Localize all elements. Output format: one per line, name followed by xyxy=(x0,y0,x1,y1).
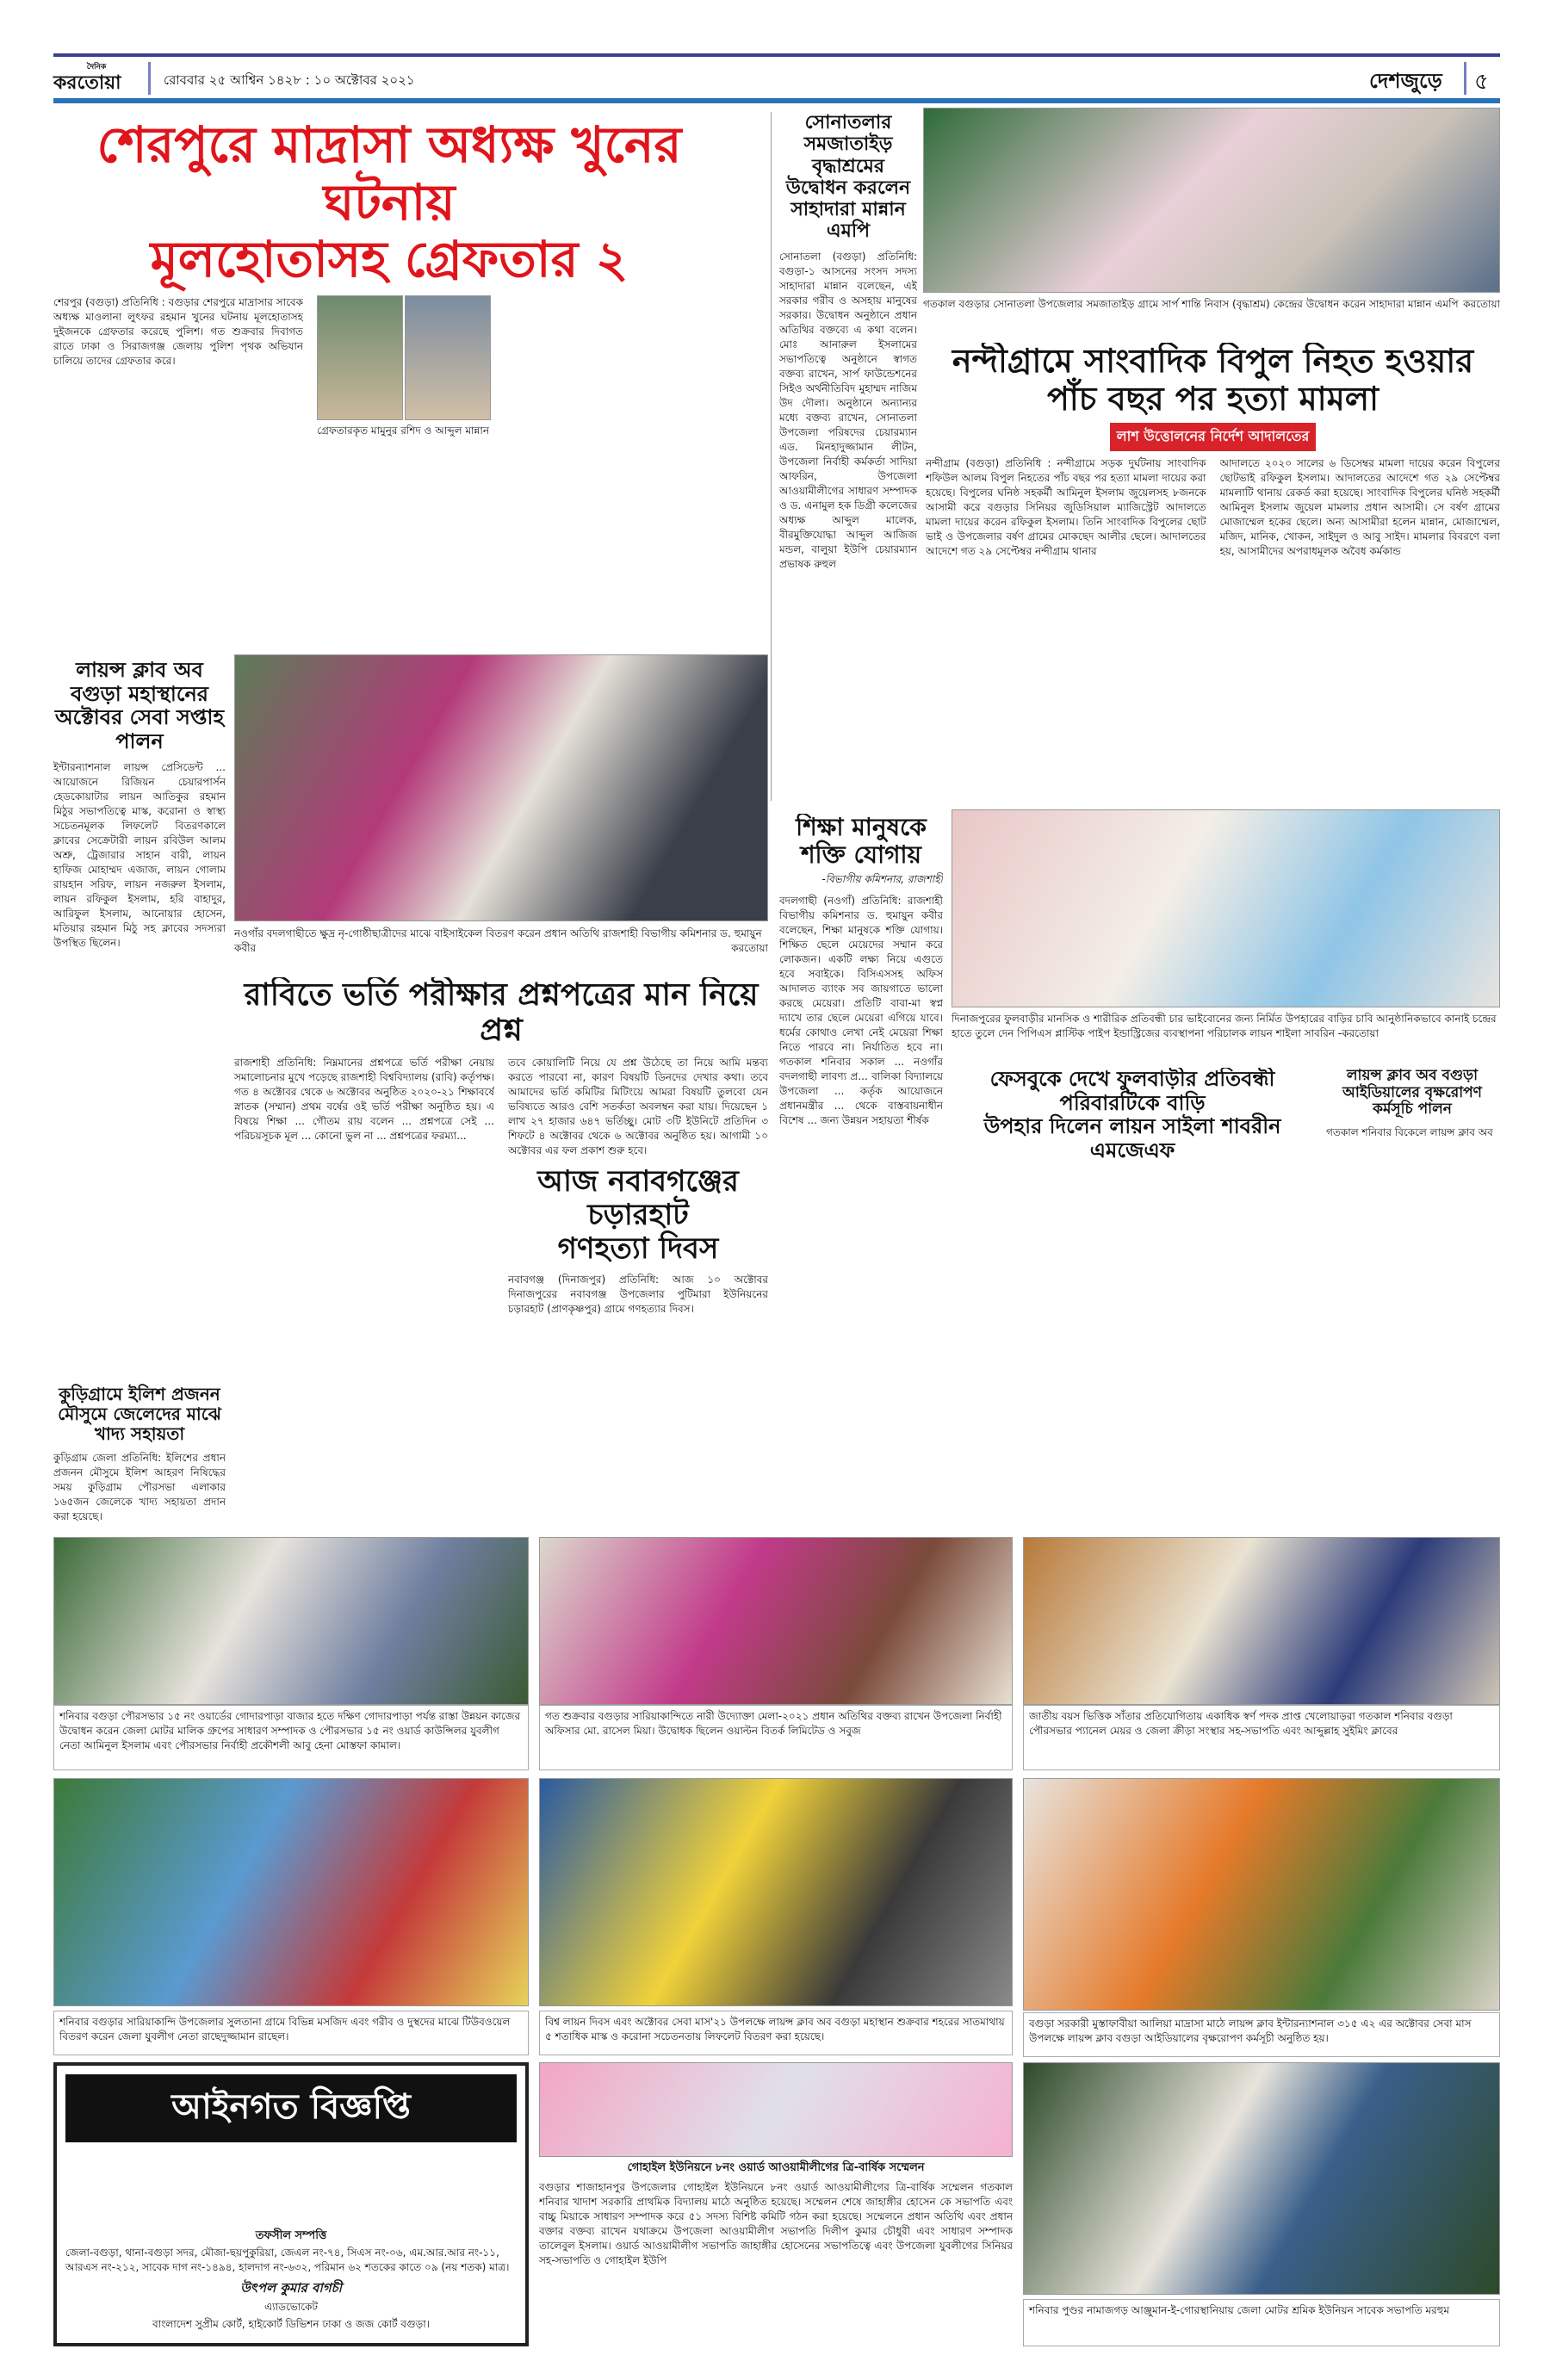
nandigram-body-col2: আদালতে ২০২০ সালের ৬ ডিসেম্বর মামলা দায়ের করেন বিপুলের ছোটভাই রফিকুল ইসলাম। আদালতের আদেশে গত ২৯ সেপ্টেম্বর মামলাটি থানায় রেকর্ড করা হয়েছে। সাংবাদিক বিপুলের ঘনিষ্ঠ সহকর্মী আমিনুল ইসলাম জুয়েল মামলার প্রধান আসামী। সে বর্ষণ গ্রামের মোজাম্মেল হকের ছেলে। অন্য আসামীরা হলেন মান্নান, মোজাম্মেল, মজিদ, মানিক, খোকন, সাইদুল ও আবু সাইদ। মামলার বিবরণে বলা হয়, আসামীদের অপরাধমূলক অবৈধ কর্মকান্ড xyxy=(1219,457,1500,558)
fulbari-photo xyxy=(952,809,1500,1007)
column-rule xyxy=(771,112,772,801)
lead-body: শেরপুর (বগুড়া) প্রতিনিধি : বগুড়ার শেরপুরে মাদ্রাসার সাবেক অধ্যক্ষ মাওলানা লুৎফর রহমান খুনের ঘটনায় মূলহোতাসহ দুইজনকে গ্রেফতার করেছে পুলিশ। গত শুক্রবার দিবাগত রাতে ঢাকা ও সিরাজগঞ্জ জেলায় পুলিশ পৃথক অভিযান চালিয়ে তাদের গ্রেফতার করে। xyxy=(53,296,303,368)
rabi-body-col1: রাজশাহী প্রতিনিধি: নিম্নমানের প্রশ্নপত্রে ভর্তি পরীক্ষা নেয়ায় সমালোচনার মুখে পড়েছে রাজশাহী বিশ্ববিদ্যালয় (রাবি) কর্তৃপক্ষ। গত ৪ অক্টোবর থেকে ৬ অক্টোবর অনুষ্ঠিত ২০২০-২১ শিক্ষাবর্ষে স্নাতক (সম্মান) প্রথম বর্ষের ওই ভর্তি পরীক্ষা অনুষ্ঠিত হয়। এ বিষয়ে শিক্ষা ... গৌতম রায় বলেন ... প্রশ্নপত্রে সেই ... পরিচয়সূচক মূল ... কোনো ভুল না ... প্রশ্নপত্রের ফরম্যা... xyxy=(234,1056,494,1142)
photo-lions-day xyxy=(539,1778,1013,2006)
photo-credit: করতোয়া xyxy=(731,942,768,954)
top-rule xyxy=(53,53,1500,57)
photo-graveyard xyxy=(1023,2062,1500,2295)
caption-tree-plantation: বগুড়া সরকারী মুস্তাফাবীয়া আলিয়া মাদ্রাসা মাঠে লায়ন্স ক্লাব ইন্টারন্যাশনাল ৩১৫ এ২ এর অক্টোবর সেবা মাস উপলক্ষে লায়ন্স ক্লাব বগুড়া আইডিয়ালের বৃক্ষরোপণ কর্মসূচী অনুষ্ঠিত হয়। xyxy=(1023,2012,1500,2057)
shikkha-byline: -বিভাগীয় কমিশনার, রাজশাহী xyxy=(822,873,943,886)
logo-small-text: দৈনিক xyxy=(86,63,107,71)
bicycle-photo xyxy=(234,654,768,921)
photo-accused-2 xyxy=(405,295,491,420)
legal-notice-ad xyxy=(53,2062,529,2346)
lions-ideal-headline: লায়ন্স ক্লাব অব বগুড়া আইডিয়ালের বৃক্ষরোপণ কর্মসূচি পালন xyxy=(1342,1068,1482,1119)
charghat-headline-line2: গণহত্যা দিবস xyxy=(557,1230,719,1266)
designation: এ্যাডভোকেট xyxy=(264,2301,318,2313)
nandigram-columns xyxy=(926,456,1500,799)
legal-notice-title: আইনগত বিজ্ঞপ্তি xyxy=(65,2074,517,2142)
court: বাংলাদেশ সুপ্রীম কোর্ট, হাইকোর্ট ডিভিশন ঢাকা ও জজ কোর্ট বগুড়া। xyxy=(152,2318,430,2330)
kurigram-body: কুড়িগ্রাম জেলা প্রতিনিধি: ইলিশের প্রধান প্রজনন মৌসুমে ইলিশ আহরণ নিষিদ্ধের সময় কুড়িগ্রাম পৌরসভা এলাকার ১৬৫জন জেলেকে খাদ্য সহায়তা প্রদান করা হয়েছে। xyxy=(53,1452,226,1522)
gohail-story xyxy=(539,2160,1013,2349)
newspaper-logo xyxy=(53,60,140,95)
sonatola-body: সোনাতলা (বগুড়া) প্রতিনিধি: বগুড়া-১ আসনের সংসদ সদস্য সাহাদারা মান্নান বলেছেন, এই সরকার গরীব ও অসহায় মানুষের সরকার। উদ্বোধন অনুষ্ঠানে প্রধান অতিথির বক্তব্যে এ কথা বলেন। মোঃ আনারুল ইসলামের সভাপতিত্বে অনুষ্ঠানে স্বাগত বক্তব্য রাখেন, সার্প ফাউন্ডেশনের সিইও অর্থনীতিবিদ মুহাম্মদ নাজিম উদ দৌলা। অনুষ্ঠানে অন্যান্যর মধ্যে বক্তব্য রাখেন, সোনাতলা উপজেলা পরিষদের চেয়ারম্যান এড. মিনহাদুজ্জামান লীটন, উপজেলা নির্বাহী কর্মকর্তা সাদিয়া আফরিন, উপজেলা আওয়ামীলীগের সাধারণ সম্পাদক ও ড. এনামুল হক ডিগ্রী কলেজের অধ্যক্ষ আব্দুল মালেক, বীরমুক্তিযোদ্ধা আব্দুল আজিজ মন্ডল, বালুয়া ইউপি চেয়ারম্যান প্রভাষক রুহুল xyxy=(779,250,917,570)
lead-headline-line2: মূলহোতাসহ গ্রেফতার ২ xyxy=(150,230,629,289)
nandigram-story xyxy=(926,343,1500,799)
page-number: ৫ xyxy=(1474,69,1489,95)
photo-godarpara xyxy=(53,1537,529,1705)
header-bar xyxy=(53,98,1500,103)
caption-text: গতকাল বগুড়ার সোনাতলা উপজেলার সমজাতাইড় গ্রামে সার্প শান্তি নিবাস (বৃদ্ধাশ্রম) কেন্দ্রের উদ্বোধন করেন সাহাদারা মান্নান এমপি xyxy=(923,298,1459,310)
left-column-stories xyxy=(53,659,226,1524)
lead-photos xyxy=(317,295,493,650)
sonatola-photo xyxy=(923,108,1500,293)
caption-swimmers: জাতীয় বয়স ভিত্তিক সাঁতার প্রতিযোগিতায় একাধিক স্বর্ণ পদক প্রাপ্ত খেলোয়াড়রা গতকাল শনিবার বগুড়া পৌরসভার প্যানেল মেয়র ও জেলা ক্রীড়া সংস্থার সহ-সভাপতি এবং আব্দুল্লাহ সুইমিং ক্লাবের xyxy=(1023,1705,1500,1770)
photo-gohail xyxy=(539,2062,1013,2157)
lions-mohasthan-body: ইন্টারন্যাশনাল লায়ন্স প্রেসিডেন্ট ... আয়োজনে রিজিয়ন চেয়ারপার্সন হেডকোয়াটার লায়ন আতিকুর রহমান মিঠুর সভাপতিত্বে মাস্ক, করোনা ও স্বাস্থ্য সচেতনমূলক লিফলেট বিতরণকালে ক্লাবের সেক্রেটারী লায়ন রবিউল আলম অশ্রু, ট্রেজারার সাহান বারী, লায়ন হাফিজ মোহাম্মদ এজাজ, লায়ন গোলাম রায়হান সরিফ, লায়ন নজরুল ইসলাম, লায়ন রফিকুল ইসলাম, হরি বাহাদুর, আরিফুল ইসলাম, আনোয়ার হোসেন, মতিয়ার রহমান মিঠু সহ ক্লাবের সদস্যরা উপস্থিত ছিলেন। xyxy=(53,761,226,950)
fulbari-headline xyxy=(952,1068,1313,1162)
fulbari-story xyxy=(952,1068,1313,1524)
lions-ideal-body: গতকাল শনিবার বিকেলে লায়ন্স ক্লাব অব xyxy=(1326,1125,1493,1138)
logo-text: করতোয়া xyxy=(53,72,121,94)
photo-credit: করতোয়া xyxy=(1463,298,1500,310)
caption-lions-day: বিশ্ব লায়ন দিবস এবং অক্টোবর সেবা মাস'২১ উপলক্ষে লায়ন্স ক্লাব অব বগুড়া মহাস্থান শুক্রবার শহরের সাতমাথায় ৫ শতাধিক মাস্ক ও করোনা সচেতনতায় লিফলেট বিতরণ করা হয়েছে। xyxy=(539,2011,1013,2055)
nandigram-headline-line1: নন্দীগ্রামে সাংবাদিক বিপুল নিহত হওয়ার xyxy=(952,343,1474,380)
photo-accused-1 xyxy=(317,295,403,420)
lions-ideal-story xyxy=(1326,1068,1498,1524)
nandigram-headline xyxy=(926,343,1500,418)
rabi-columns xyxy=(234,1056,768,1524)
signatory: উৎপল কুমার বাগচী xyxy=(240,2280,342,2296)
lead-content xyxy=(53,295,725,650)
nandigram-body-col1: নন্দীগ্রাম (বগুড়া) প্রতিনিধি : নন্দীগ্রামে সড়ক দুর্ঘটনায় সাংবাদিক শফিউল আলম বিপুল নিহতের পাঁচ বছর পর হত্যা মামলা দায়ের করা হয়েছে। বিপুলের ঘনিষ্ঠ সহকর্মী আমিনুল ইসলাম জুয়েলসহ ৮জনকে আসামী করে বগুড়ার সিনিয়র জুডিসিয়াল ম্যাজিস্ট্রেট আদালতে মামলা দায়ের করেন রফিকুল ইসলাম। তিনি সাংবাদিক বিপুলের ছোট ভাই ও উপজেলার বর্ষণ গ্রামের মোকছেদ আলীর ছেলে। আদালতের আদেশে গত ২৯ সেপ্টেম্বর নন্দীগ্রাম থানার xyxy=(926,457,1206,558)
rabi-headline: রাবিতে ভর্তি পরীক্ষার প্রশ্নপত্রের মান নিয়ে প্রশ্ন xyxy=(244,977,759,1049)
lead-photo-caption: গ্রেফতারকৃত মামুনুর রশিদ ও আব্দুল মান্নান xyxy=(317,425,490,437)
caption-tubewell: শনিবার বগুড়ার সারিয়াকান্দি উপজেলার সুলতানা গ্রামে বিভিন্ন মসজিদ এবং গরীব ও দুস্থদের মাঝে টিউবওয়েল বিতরণ করেন জেলা যুবলীগ নেতা রাছেদুজ্জামান রাছেল। xyxy=(53,2011,529,2055)
rabi-col2 xyxy=(508,1056,768,1524)
issue-date: রোববার ২৫ আশ্বিন ১৪২৮ : ১০ অক্টোবর ২০২১ xyxy=(164,72,415,88)
shikkha-body: বদলগাছী (নওগাঁ) প্রতিনিধি: রাজশাহী বিভাগীয় কমিশনার ড. হুমায়ুন কবীর বলেছেন, শিক্ষা মানুষকে শক্তি যোগায়। শিক্ষিত ছেলে মেয়েদের সম্মান করে লোকজন। একটি লক্ষ্য নিয়ে এগুতে হবে সবাইকে। বিসিএসসহ অফিস আদালত ব্যাংক সব জায়গাতে ভালো করছে মেয়েরা। প্রতিটি বাবা-মা স্বপ্ন দ্যাখে তার ছেলে মেয়েরা এগিয়ে যাবে। ধর্মের কোথাও লেখা নেই মেয়েরা শিক্ষা নিতে পারবে না। নির্যাতিত হবে না। গতকাল শনিবার সকাল ... নওগাঁর বদলগাছী লাবণ্য প্র... বালিকা বিদ্যালয়ে উপজেলা ... কর্তৃক আয়োজনে প্রধানমন্ত্রীর ... থেকে বাস্তবায়নাধীন বিশেষ ... জন্য উন্নয়ন সহায়তা শীর্ষক xyxy=(779,895,943,1127)
sonatola-caption xyxy=(923,297,1500,312)
rabi-story xyxy=(234,977,768,1524)
charghat-headline xyxy=(508,1165,768,1266)
photo-women-fair xyxy=(539,1537,1013,1705)
schedule-label: তফসীল সম্পত্তি xyxy=(255,2229,327,2242)
nandigram-red-label: লাশ উত্তোলনের নির্দেশ আদালতের xyxy=(1110,423,1317,451)
charghat-body: নবাবগঞ্জ (দিনাজপুর) প্রতিনিধি: আজ ১০ অক্টোবর দিনাজপুরের নবাবগঞ্জ উপজেলার পুটিমারা ইউনিয়নের চড়ারহাট (প্রাণকৃষ্ণপুর) গ্রামে গণহত্যার দিবস। xyxy=(508,1274,768,1316)
lead-story xyxy=(53,116,725,650)
fulbari-headline-line1: ফেসবুকে দেখে ফুলবাড়ীর প্রতিবন্ধী পরিবারটিকে বাড়ি xyxy=(989,1068,1275,1115)
caption-graveyard: শনিবার পুণ্ডর নামাজগড় আঞ্জুমান-ই-গোরস্থানিয়ায় জেলা মোটর শ্রমিক ইউনিয়ন সাবেক সভাপতি মরহুম xyxy=(1023,2299,1500,2346)
gohail-headline: গোহাইল ইউনিয়নে ৮নং ওয়ার্ড আওয়ামীলীগের ত্রি-বার্ষিক সম্মেলন xyxy=(627,2161,925,2174)
divider xyxy=(1464,62,1466,95)
caption-text: নওগাঁর বদলগাছীতে ক্ষুদ্র নৃ-গোষ্ঠীছাত্রীদের মাঝে বাইসাইকেল বিতরণ করেন প্রধান অতিথি রাজশাহী বিভাগীয় কমিশনার ড. হুমায়ুন কবীর xyxy=(234,927,762,954)
photo-tubewell xyxy=(53,1778,529,2006)
shikkha-headline: শিক্ষা মানুষকে শক্তি যোগায় xyxy=(796,814,927,870)
gohail-body: বগুড়ার শাজাহানপুর উপজেলার গোহাইল ইউনিয়নে ৮নং ওয়ার্ড আওয়ামীলীগের ত্রি-বার্ষিক সম্মেলন গতকাল শনিবার খাদাশ সরকারি প্রাথমিক বিদ্যালয় মাঠে অনুষ্ঠিত হয়েছে। সম্মেলন শেষে জাহাঙ্গীর হোসেন কে সভাপতি এবং বাচ্চু মিয়াকে সাধারণ সম্পাদক করে ৫১ সদস্য বিশিষ্ট কমিটি গঠন করা হয়েছে। সম্মেলনে প্রধান অতিথি এবং প্রধান বক্তার বক্তব্য রাখেন যথাক্রমে উপজেলা আওয়ামীলীগ সভাপতি দিলীপ কুমার চৌধুরী এবং সাধারণ সম্পাদক তালেবুল ইসলাম। ওয়ার্ড আওয়ামীলীগ সভাপতি জাহাঙ্গীর হোসেনের সভাপতিত্বে এবং উপজেলা যুবলীগের সিনিয়র সহ-সভাপতি ও গোহাইল ইউপি xyxy=(539,2181,1013,2266)
schedule-text: জেলা-বগুড়া, থানা-বগুড়া সদর, মৌজা-ছয়পুকুরিয়া, জেএল নং-৭৪, সিএস নং-০৬, এম.আর.আর নং-১১, আরএস নং-২১২, সাবেক দাগ নং-১৪৯৪, হালদাগ নং-৬৩২, পরিমান ৬২ শতকের কাতে ০৯ (নয় শতক) মাত্র। xyxy=(65,2247,510,2273)
caption-godarpara: শনিবার বগুড়া পৌরসভার ১৫ নং ওয়ার্ডের গোদারপাড়া বাজার হতে দক্ষিণ গোদারপাড়া পর্যন্ত রাস্তা উন্নয়ন কাজের উদ্বোধন করেন জেলা মোটর মালিক গ্রুপের সাধারণ সম্পাদক ও পৌরসভার ১৫ নং ওয়ার্ড কাউন্সিলর যুবলীগ নেতা আমিনুল ইসলাম এবং পৌরসভার নির্বাহী প্রকৌশলী আবু হেনা মোস্তফা কামাল। xyxy=(53,1705,529,1770)
nandigram-headline-line2: পাঁচ বছর পর হত্যা মামলা xyxy=(1046,379,1380,418)
lead-headline xyxy=(53,116,725,288)
lead-headline-line1: শেরপুরে মাদ্রাসা অধ্যক্ষ খুনের ঘটনায় xyxy=(96,116,682,232)
charghat-headline-line1: আজ নবাবগঞ্জের চড়ারহাট xyxy=(537,1163,739,1232)
lions-mohasthan-headline: লায়ন্স ক্লাব অব বগুড়া মহাস্থানের অক্টোবর সেবা সপ্তাহ পালন xyxy=(54,659,225,753)
photo-tree-plantation xyxy=(1023,1778,1500,2011)
kurigram-headline: কুড়িগ্রামে ইলিশ প্রজনন মৌসুমে জেলেদের মাঝে খাদ্য সহায়তা xyxy=(58,1384,221,1444)
bicycle-caption xyxy=(234,927,768,956)
rabi-body-col2: তবে কোয়ালিটি নিয়ে যে প্রশ্ন উঠেছে তা নিয়ে আমি মন্তব্য করতে পারবো না, কারণ বিষয়টি ডিনদের দেখার কথা। তবে আমাদের ভর্তি কমিটির মিটিংয়ে আমরা বিষয়টি তুলবো যেন ভবিষ্যতে আরও বেশি সতর্কতা অবলম্বন করা যায়। দিয়েছেন ১ লাখ ২৭ হাজার ৬৪৭ ভর্তিচ্ছু। মোট ৩টি ইউনিটে প্রতিদিন ৩ শিফটে ৪ অক্টোবর থেকে ৬ অক্টোবর অনুষ্ঠিত হয়। আগামী ১০ অক্টোবর এর ফল প্রকাশ শুরু হবে। xyxy=(508,1056,768,1156)
caption-women-fair: গত শুক্রবার বগুড়ার সারিয়াকান্দিতে নারী উদ্যোক্তা মেলা-২০২১ প্রধান অতিথির বক্তব্য রাখেন উপজেলা নির্বাহী অফিসার মো. রাসেল মিয়া। উদ্বোধক ছিলেন ওয়াল্টন বিতর্ক লিমিটেড ও সবুজ xyxy=(539,1705,1013,1770)
photo-swimmers xyxy=(1023,1537,1500,1705)
sonatola-headline: সোনাতলার সমজাতাইড় বৃদ্ধাশ্রমের উদ্বোধন করলেন সাহাদারা মান্নান এমপি xyxy=(785,112,911,243)
shikkha-story xyxy=(779,814,943,1524)
divider xyxy=(148,62,151,95)
fulbari-caption: দিনাজপুরের ফুলবাড়ীর মানসিক ও শারীরিক প্রতিবন্ধী চার ভাইবোনের জন্য নির্মিত উপহারের বাড়ির চাবি আনুষ্ঠানিকভাবে কানাই চন্দ্রের হাতে তুলে দেন পিপিএস প্লাস্টিক পাইপ ইন্ডাস্ট্রিজের ব্যবস্থাপনা পরিচালক লায়ন শাইলা সাবরিন -করতোয়া xyxy=(952,1013,1497,1039)
section-name: দেশজুড়ে xyxy=(1369,69,1442,93)
fulbari-headline-line2: উপহার দিলেন লায়ন সাইলা শাবরীন এমজেএফ xyxy=(983,1114,1281,1162)
sonatola-story xyxy=(779,112,917,646)
